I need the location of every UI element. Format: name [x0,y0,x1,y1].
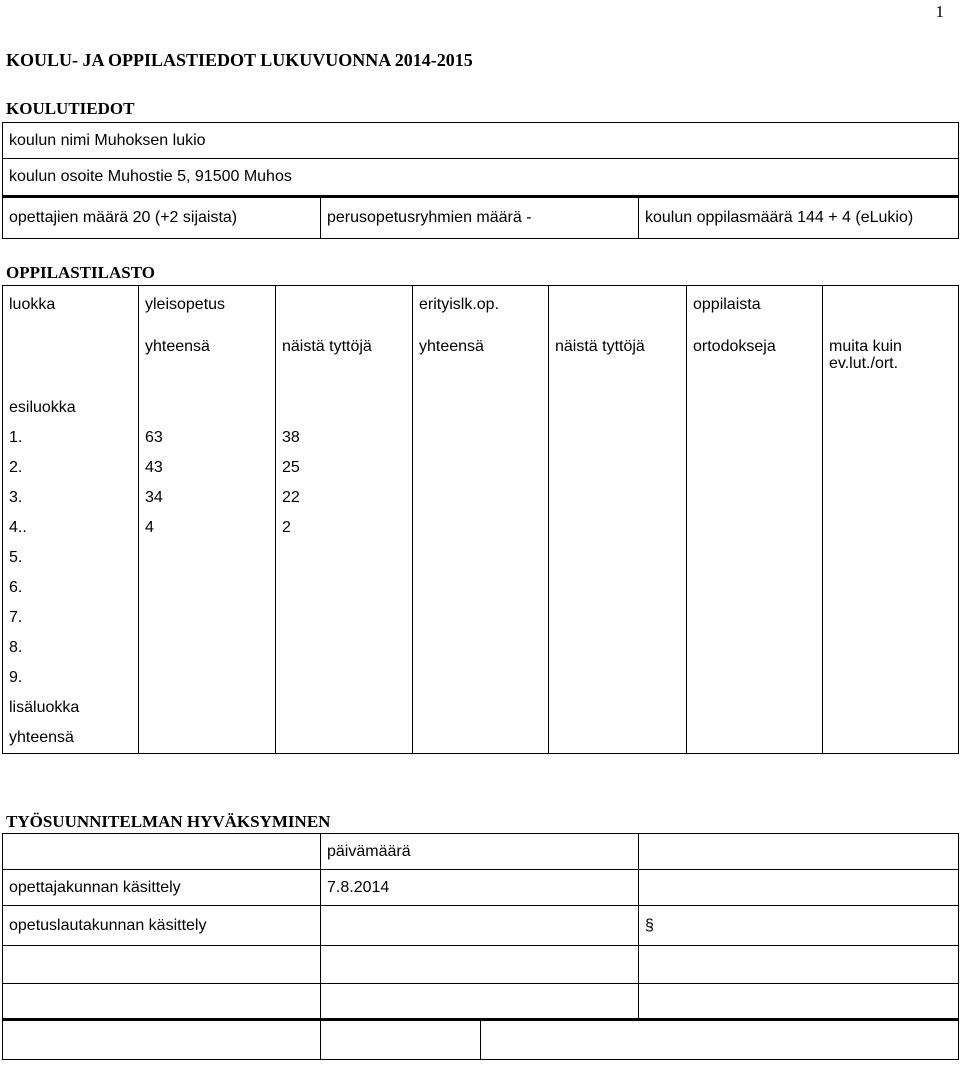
stats-cell [549,573,687,603]
stats-cell [549,543,687,573]
education-board-label: opetuslautakunnan käsittely [3,906,321,946]
stats-cell [823,663,959,693]
stats-cell: 4 [139,513,276,543]
stats-cell [139,603,276,633]
stats-cell [687,693,823,723]
class-label: 1. [3,423,139,453]
stats-cell [823,603,959,633]
stats-cell [687,483,823,513]
teacher-count: opettajien määrä 20 (+2 sijaista) [3,197,321,239]
stats-cell [276,393,413,423]
stats-cell [687,453,823,483]
class-label: yhteensä [3,723,139,754]
stats-cell [413,483,549,513]
stats-cell [413,603,549,633]
stats-cell [687,633,823,663]
class-label: 6. [3,573,139,603]
stats-cell: 34 [139,483,276,513]
stats-cell [687,723,823,754]
stats-cell [823,483,959,513]
stats-cell [413,393,549,423]
section-heading-tyosuunnitelma: TYÖSUUNNITELMAN HYVÄKSYMINEN [6,812,331,831]
student-count: koulun oppilasmäärä 144 + 4 (eLukio) [639,197,959,239]
section-heading-oppilastilasto: OPPILASTILASTO [6,263,155,282]
stats-cell: 22 [276,483,413,513]
stats-cell [413,453,549,483]
stats-cell [276,603,413,633]
page-number: 1 [935,2,944,21]
stats-sub-header-cell: yhteensä [413,324,549,393]
stats-cell [139,663,276,693]
group-count: perusopetusryhmien määrä - [321,197,639,239]
stats-cell [687,423,823,453]
stats-cell [139,723,276,754]
class-label: lisäluokka [3,693,139,723]
stats-sub-header-cell [3,324,139,393]
table-row [3,543,959,573]
school-info-table [2,122,959,239]
stats-cell [823,393,959,423]
stats-cell [823,423,959,453]
stats-cell [413,573,549,603]
stats-cell [276,663,413,693]
stats-cell [549,663,687,693]
stats-cell [139,693,276,723]
stats-sub-header-cell: yhteensä [139,324,276,393]
stats-cell [413,513,549,543]
stats-top-header-cell: yleisopetus [139,286,276,325]
stats-cell [823,573,959,603]
stats-cell [276,573,413,603]
stats-sub-header-cell: ortodokseja [687,324,823,393]
stats-cell [687,573,823,603]
stats-sub-header-cell: näistä tyttöjä [549,324,687,393]
stats-cell [823,633,959,663]
stats-cell [276,633,413,663]
class-label: 7. [3,603,139,633]
stats-cell [276,723,413,754]
stats-cell [549,723,687,754]
stats-cell [823,693,959,723]
stats-cell [413,723,549,754]
stats-cell [823,453,959,483]
stats-cell [549,423,687,453]
table-row [3,393,959,423]
student-statistics-table [2,285,959,754]
stats-cell [276,543,413,573]
stats-cell [413,693,549,723]
class-label: esiluokka [3,393,139,423]
class-label: 3. [3,483,139,513]
stats-cell [687,663,823,693]
stats-cell [687,393,823,423]
class-label: 8. [3,633,139,663]
stats-cell [139,543,276,573]
stats-cell [413,543,549,573]
stats-cell [139,393,276,423]
stats-cell [549,393,687,423]
stats-top-header-cell: erityislk.op. [413,286,549,325]
stats-cell [823,513,959,543]
stats-cell: 25 [276,453,413,483]
stats-cell: 38 [276,423,413,453]
stats-cell [823,543,959,573]
stats-sub-header-cell: näistä tyttöjä [276,324,413,393]
stats-cell [549,603,687,633]
school-name: koulun nimi Muhoksen lukio [3,123,959,159]
teacher-board-date: 7.8.2014 [321,870,639,906]
class-label: 4.. [3,513,139,543]
table-row [3,603,959,633]
class-label: 5. [3,543,139,573]
stats-top-header-row [3,286,959,325]
school-address: koulun osoite Muhostie 5, 91500 Muhos [3,159,959,197]
stats-sub-header-cell: muita kuin ev.lut./ort. [823,324,959,393]
stats-sub-header-row [3,324,959,393]
approval-table [2,833,959,1060]
section-heading-koulutiedot: KOULUTIEDOT [6,99,135,118]
class-label: 9. [3,663,139,693]
stats-top-header-cell: luokka [3,286,139,325]
table-row [3,573,959,603]
table-row [3,663,959,693]
stats-cell: 63 [139,423,276,453]
stats-cell [687,543,823,573]
stats-cell [413,633,549,663]
stats-cell [549,453,687,483]
table-row [3,633,959,663]
table-row [3,423,959,453]
table-row [3,723,959,754]
teacher-board-label: opettajakunnan käsittely [3,870,321,906]
stats-cell [413,663,549,693]
stats-top-header-cell [276,286,413,325]
page-title: KOULU- JA OPPILASTIEDOT LUKUVUONNA 2014-2015 [6,50,473,70]
stats-cell [549,483,687,513]
stats-top-header-cell [823,286,959,325]
stats-cell [139,573,276,603]
section-mark: § [639,906,959,946]
stats-top-header-cell: oppilaista [687,286,823,325]
table-row [3,453,959,483]
stats-cell [276,693,413,723]
stats-cell [823,723,959,754]
stats-cell [413,423,549,453]
stats-cell [687,603,823,633]
table-row [3,513,959,543]
stats-cell [687,513,823,543]
stats-cell: 43 [139,453,276,483]
table-row [3,693,959,723]
stats-cell [549,633,687,663]
stats-cell: 2 [276,513,413,543]
stats-cell [139,633,276,663]
class-label: 2. [3,453,139,483]
stats-cell [549,693,687,723]
table-row [3,483,959,513]
stats-top-header-cell [549,286,687,325]
stats-cell [549,513,687,543]
date-header: päivämäärä [321,834,639,870]
